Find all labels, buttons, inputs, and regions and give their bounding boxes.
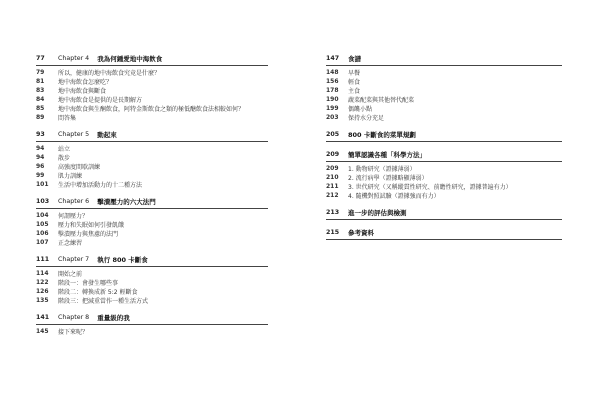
toc-left-column bbox=[36, 52, 268, 336]
toc-item-page: 210 bbox=[326, 174, 339, 181]
toc-item-page: 199 bbox=[326, 105, 339, 112]
toc-chapter-heading bbox=[36, 253, 268, 267]
toc-item bbox=[36, 211, 268, 220]
toc-item-page: 106 bbox=[36, 230, 49, 237]
toc-item bbox=[326, 86, 562, 95]
toc-item-title: 3. 世代研究（又稱縱貫性研究、前瞻性研究，證據普遍有力） bbox=[348, 184, 512, 191]
toc-chapter-title: 重量級的我 bbox=[97, 313, 130, 322]
toc-chapter-label: Chapter 7 bbox=[58, 255, 90, 263]
toc-chapter-page: 209 bbox=[326, 150, 340, 158]
toc-item bbox=[36, 327, 268, 336]
toc-chapter-page: 147 bbox=[326, 54, 340, 62]
toc-item-page: 211 bbox=[326, 183, 339, 190]
toc-item-title: 地中海飲食是提供的是長期解方 bbox=[58, 97, 143, 104]
toc-item bbox=[326, 173, 562, 182]
toc-item bbox=[36, 144, 268, 153]
toc-chapter-page: 213 bbox=[326, 208, 340, 216]
toc-item-page: 156 bbox=[326, 78, 339, 85]
toc-item-page: 94 bbox=[36, 145, 45, 152]
toc-item-list bbox=[36, 269, 268, 305]
toc-item-page: 96 bbox=[36, 163, 45, 170]
toc-item-title: 何謂壓力？ bbox=[58, 213, 89, 220]
toc-chapter-heading bbox=[36, 128, 268, 142]
toc-chapter-page: 103 bbox=[36, 197, 50, 205]
toc-chapter-page: 215 bbox=[326, 228, 340, 236]
toc-item-title: 偶饞小點 bbox=[348, 106, 373, 113]
toc-item-page: 105 bbox=[36, 221, 49, 228]
toc-item-page: 190 bbox=[326, 96, 339, 103]
toc-chapter-label: Chapter 8 bbox=[58, 313, 90, 321]
toc-item bbox=[326, 191, 562, 200]
toc-item-list bbox=[326, 164, 562, 200]
toc-item bbox=[326, 164, 562, 173]
toc-item-title: 壓力和失眠如何引發飢餓 bbox=[58, 222, 125, 229]
toc-item bbox=[36, 95, 268, 104]
toc-item-page: 107 bbox=[36, 239, 49, 246]
toc-item-title: 早餐 bbox=[348, 70, 361, 77]
toc-item-list bbox=[36, 211, 268, 247]
toc-chapter-heading bbox=[326, 52, 562, 66]
toc-item-page: 126 bbox=[36, 288, 49, 295]
toc-item bbox=[326, 68, 562, 77]
toc-item bbox=[36, 238, 268, 247]
toc-item-list bbox=[326, 68, 562, 122]
toc-chapter-page: 141 bbox=[36, 313, 50, 321]
toc-item bbox=[36, 68, 268, 77]
toc-item bbox=[326, 95, 562, 104]
toc-chapter-heading bbox=[36, 52, 268, 66]
toc-item-title: 散步 bbox=[58, 155, 71, 162]
toc-item bbox=[36, 162, 268, 171]
toc-item bbox=[36, 153, 268, 162]
toc-item-page: 145 bbox=[36, 328, 49, 335]
toc-item bbox=[36, 171, 268, 180]
toc-item-title: 4. 隨機對照試驗（證據強而有力） bbox=[348, 193, 440, 200]
toc-item bbox=[36, 278, 268, 287]
toc-section-title: 800 卡斷食的菜單規劃 bbox=[348, 130, 416, 139]
toc-item-page: 84 bbox=[36, 96, 45, 103]
toc-chapter-page: 205 bbox=[326, 130, 340, 138]
toc-item bbox=[36, 113, 268, 122]
toc-chapter-heading bbox=[326, 226, 562, 240]
toc-item-title: 階段三：把減重當作一種生活方式 bbox=[58, 298, 149, 305]
toc-item-page: 104 bbox=[36, 212, 49, 219]
toc-item-page: 85 bbox=[36, 105, 45, 112]
toc-item-title: 主食 bbox=[348, 88, 361, 95]
toc-item-title: 地中海飲食怎麼吃？ bbox=[58, 79, 113, 86]
toc-section-title: 簡單認識各種「科學方法」 bbox=[348, 150, 426, 159]
toc-item bbox=[36, 229, 268, 238]
toc-item-page: 209 bbox=[326, 165, 339, 172]
toc-section-title: 進一步的評估與檢測 bbox=[348, 208, 407, 217]
toc-section-title: 參考資料 bbox=[348, 228, 374, 237]
toc-chapter-label: Chapter 5 bbox=[58, 130, 90, 138]
toc-section-title: 食譜 bbox=[348, 54, 361, 63]
toc-chapter-heading bbox=[326, 206, 562, 220]
toc-item bbox=[326, 77, 562, 86]
toc-item-page: 122 bbox=[36, 279, 49, 286]
toc-item bbox=[36, 104, 268, 113]
toc-item-title: 保持水分充足 bbox=[348, 115, 385, 122]
toc-chapter-page: 77 bbox=[36, 54, 45, 62]
toc-chapter-heading bbox=[36, 311, 268, 325]
toc-item-title: 高強度間歇訓練 bbox=[58, 164, 101, 171]
toc-item-title: 地中海飲食與生酮飲食，阿特金斯飲食之類的極低醣飲食法相較如何？ bbox=[58, 106, 245, 113]
toc-item-page: 148 bbox=[326, 69, 339, 76]
toc-item-list bbox=[36, 144, 268, 189]
toc-item-title: 所以，健康的地中海飲食究竟是什麼？ bbox=[58, 70, 161, 77]
toc-item-title: 1. 動物研究（證據薄弱） bbox=[348, 166, 416, 173]
toc-item bbox=[36, 180, 268, 189]
toc-item-page: 99 bbox=[36, 172, 45, 179]
toc-item-page: 135 bbox=[36, 297, 49, 304]
toc-item-title: 階段一：會發生哪些事 bbox=[58, 280, 119, 287]
toc-item-title: 站立 bbox=[58, 146, 71, 153]
toc-item-title: 開始之前 bbox=[58, 271, 83, 278]
toc-item-title: 生活中增加活動力的十二種方法 bbox=[58, 182, 143, 189]
toc-item-page: 81 bbox=[36, 78, 45, 85]
toc-chapter-title: 我為何鍾愛地中海飲食 bbox=[97, 54, 163, 63]
toc-item-page: 114 bbox=[36, 270, 49, 277]
toc-item-page: 89 bbox=[36, 114, 45, 121]
toc-item-title: 蔬菜配菜與其他替代配菜 bbox=[348, 97, 415, 104]
toc-item-list bbox=[36, 327, 268, 336]
toc-item-title: 問答集 bbox=[58, 115, 77, 122]
toc-item-page: 83 bbox=[36, 87, 45, 94]
toc-item-title: 接下來呢？ bbox=[58, 329, 89, 336]
toc-item bbox=[326, 182, 562, 191]
toc-chapter-heading bbox=[36, 195, 268, 209]
toc-chapter-label: Chapter 6 bbox=[58, 197, 90, 205]
toc-chapter-heading bbox=[326, 128, 562, 142]
toc-item-page: 178 bbox=[326, 87, 339, 94]
toc-chapter-page: 111 bbox=[36, 255, 50, 263]
toc-item-title: 2. 流行病學（證據略顯薄弱） bbox=[348, 175, 428, 182]
toc-item-page: 101 bbox=[36, 181, 49, 188]
toc-item-title: 擊潰壓力與焦慮的法門 bbox=[58, 231, 119, 238]
toc-item-title: 階段二：轉換成新 5:2 輕斷食 bbox=[58, 289, 138, 296]
toc-chapter-label: Chapter 4 bbox=[58, 54, 90, 62]
toc-item bbox=[36, 269, 268, 278]
toc-item-title: 正念練習 bbox=[58, 240, 83, 247]
toc-item-page: 79 bbox=[36, 69, 45, 76]
toc-chapter-page: 93 bbox=[36, 130, 45, 138]
toc-chapter-title: 擊潰壓力的六大法門 bbox=[97, 197, 156, 206]
toc-item bbox=[326, 104, 562, 113]
toc-item-page: 203 bbox=[326, 114, 339, 121]
toc-item bbox=[36, 77, 268, 86]
toc-item-page: 94 bbox=[36, 154, 45, 161]
toc-chapter-title: 執行 800 卡斷食 bbox=[97, 255, 148, 264]
toc-chapter-heading bbox=[326, 148, 562, 162]
toc-item bbox=[36, 287, 268, 296]
toc-item-title: 輕食 bbox=[348, 79, 361, 86]
toc-item-list bbox=[36, 68, 268, 122]
toc-item bbox=[36, 220, 268, 229]
toc-chapter-title: 動起來 bbox=[97, 130, 117, 139]
toc-item-title: 肌力訓練 bbox=[58, 173, 83, 180]
toc-item-page: 212 bbox=[326, 192, 339, 199]
toc-item bbox=[36, 86, 268, 95]
toc-item-title: 地中海飲食與斷食 bbox=[58, 88, 107, 95]
toc-item bbox=[326, 113, 562, 122]
toc-item bbox=[36, 296, 268, 305]
toc-right-column bbox=[326, 52, 562, 240]
